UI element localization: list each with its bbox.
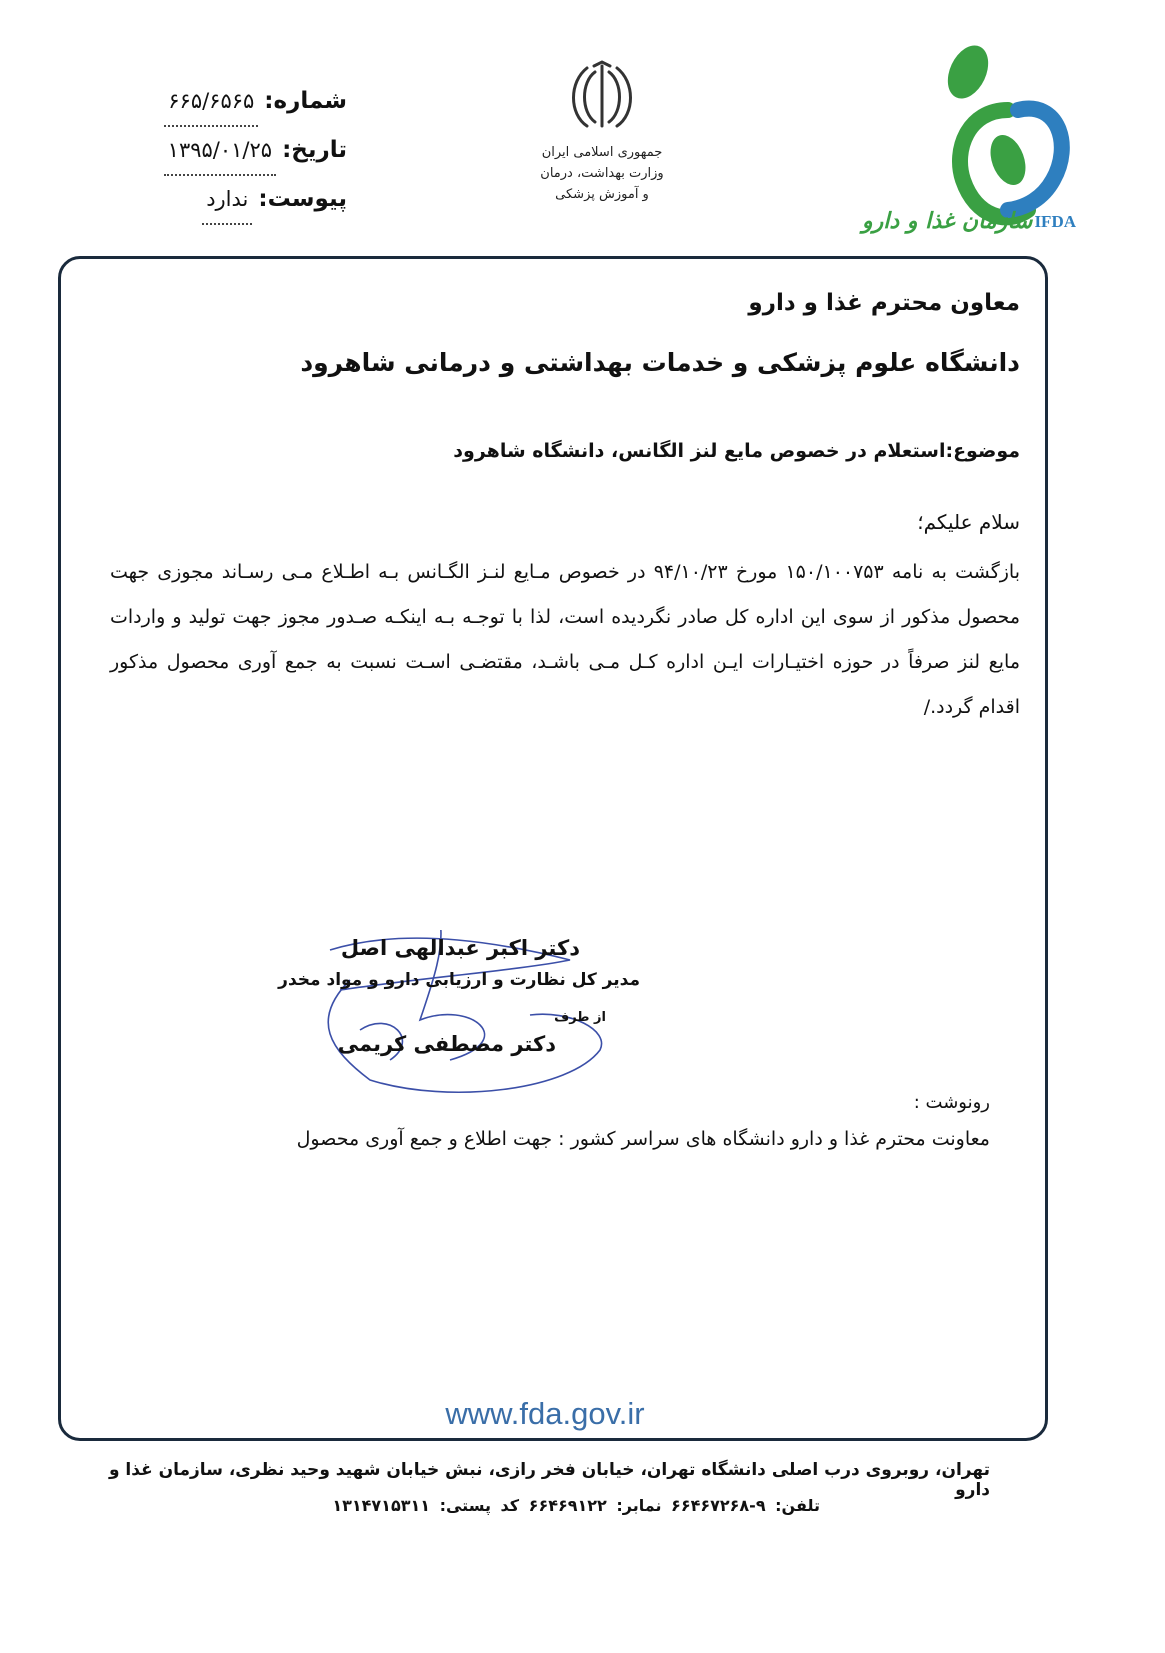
letter-subject: موضوع:استعلام در خصوص مایع لنز الگانس، دانشگاه شاهرود [453, 440, 1020, 462]
number-label: شماره: [264, 88, 347, 114]
signatory-name: دکتر اکبر عبدالهی اصل [340, 936, 580, 960]
emblem-line-1: جمهوری اسلامی ایران [541, 145, 663, 160]
date-value: ۱۳۹۵/۰۱/۲۵ [164, 127, 276, 176]
letter-frame [58, 256, 1048, 1441]
footer-contact: تلفن: ۹-۶۶۴۶۷۲۶۸ نمابر: ۶۶۴۶۹۱۲۲ کد پستی: ۱۳۱۴۷۱۵۳۱۱ [332, 1496, 820, 1515]
letter-greeting: سلام علیکم؛ [917, 510, 1020, 534]
attachment-row [97, 176, 347, 225]
date-label: تاریخ: [282, 137, 347, 163]
signer-name: دکتر مصطفی کریمی [337, 1032, 556, 1056]
addressee-line-2: دانشگاه علوم پزشکی و خدمات بهداشتی و درمانی شاهرود [300, 348, 1020, 377]
cc-label: رونوشت : [913, 1092, 990, 1113]
attachment-label: پیوست: [258, 186, 347, 212]
signature-block [270, 930, 640, 1100]
emblem-line-2: وزارت بهداشت، درمان [540, 166, 664, 181]
ifda-name: سازمان غذا و دارو [862, 208, 1033, 234]
website-link[interactable]: www.fda.gov.ir [445, 1396, 645, 1431]
number-row [97, 78, 347, 127]
addressee-line-1: معاون محترم غذا و دارو [748, 290, 1020, 316]
ministry-name [537, 142, 667, 205]
footer-address: تهران، روبروی درب اصلی دانشگاه تهران، خیابان فخر رازی، نبش خیابان شهید وحید نظری، سازمان غذا و دارو [108, 1460, 990, 1500]
attachment-value: ندارد [202, 176, 252, 225]
number-value: ۶۶۵/۶۵۶۵ [164, 78, 258, 127]
emblem-line-3: و آموزش پزشکی [555, 187, 649, 202]
iran-emblem-icon [567, 60, 637, 132]
ifda-abbr: IFDA [1034, 212, 1076, 231]
letter-meta [97, 78, 347, 225]
ifda-logo [858, 40, 1098, 240]
signatory-title: مدیر کل نظارت و ارزیابی دارو و مواد مخدر [278, 970, 640, 990]
on-behalf-label: از طرف [554, 1010, 606, 1025]
letter-body: بازگشت به نامه ۱۵۰/۱۰۰۷۵۳ مورخ ۹۴/۱۰/۲۳ در خصوص مـایع لنـز الگـانس بـه اطـلاع مـی رسـاند مجوزی جهت محصول مذکور از سوی این اداره کل صادر نگردیده است، لذا با توجـه بـه اینکـه صـدور مجوز جهت تولید و واردات مایع لنز صرفاً در حوزه اختیـارات ایـن اداره کـل مـی باشـد، مقتضـی اسـت نسبت به جمع آوری محصول مذکور اقدام گردد./ [110, 561, 1020, 718]
ministry-emblem [537, 60, 667, 205]
cc-line: معاونت محترم غذا و دارو دانشگاه های سراسر کشور : جهت اطلاع و جمع آوری محصول [296, 1128, 990, 1150]
date-row [97, 127, 347, 176]
